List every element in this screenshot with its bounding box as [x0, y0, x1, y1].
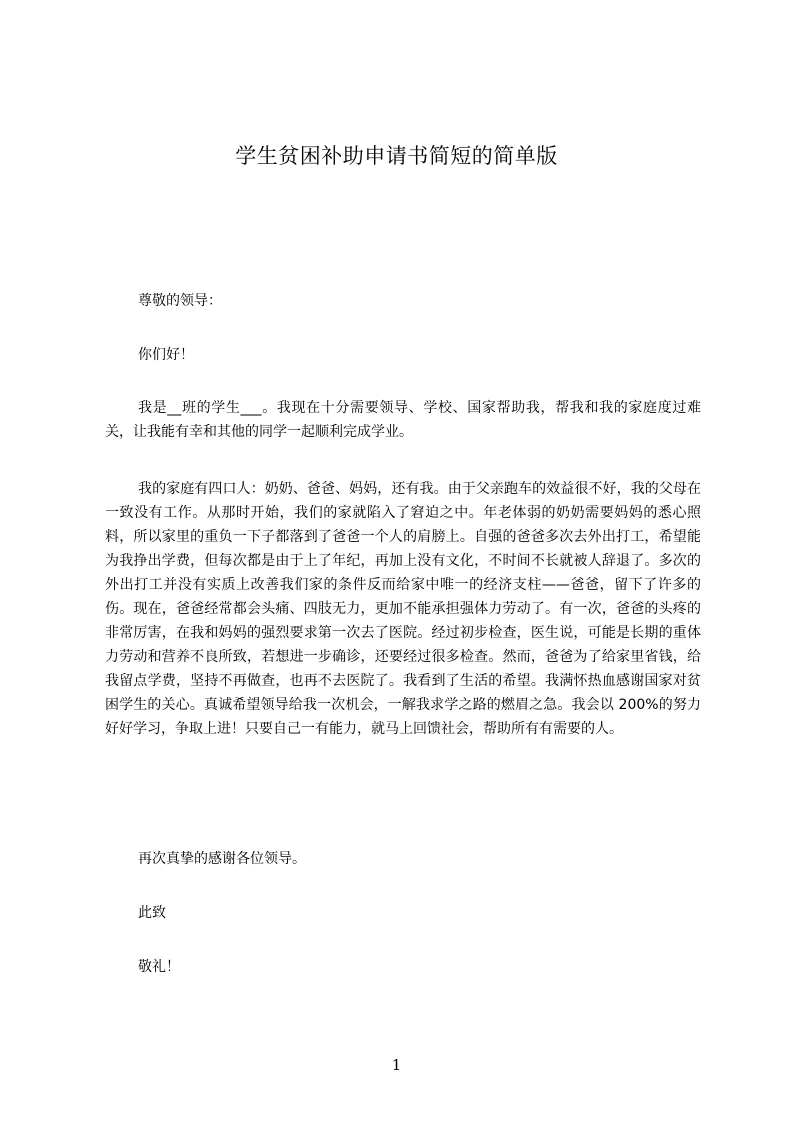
salutation: 尊敬的领导： [138, 293, 222, 309]
document-title: 学生贫困补助申请书简短的简单版 [235, 144, 558, 168]
body-paragraph: 我的家庭有四口人：奶奶、爸爸、妈妈，还有我。由于父亲跑车的效益很不好，我的父母在一致没有工作。从那时开始，我们的家就陷入了窘迫之中。年老体弱的奶奶需要妈妈的悉心照料，所以家里的重负一下子都落到了爸爸一个人的肩膀上。自强的爸爸多次去外出打工，希望能为我挣出学费，但每次都是由于上了年纪，再加上没有文化，不时间不长就被人辞退了。多次的外出打工并没有实质上改善我们家的条件反而给家中唯一的经济支柱——爸爸，留下了许多的伤。现在，爸爸经常都会头痛、四肢无力，更加不能承担强体力劳动了。有一次，爸爸的头疼的非常厉害，在我和妈妈的强烈要求第一次去了医院。经过初步检查，医生说，可能是长期的重体力劳动和营养不良所致，若想进一步确诊，还要经过很多检查。然而，爸爸为了给家里省钱，给我留点学费，坚持不再做查，也再不去医院了。我看到了生活的希望。我满怀热血感谢国家对贫困学生的关心。真诚希望领导给我一次机会，一解我求学之路的燃眉之急。我会以 200%的努力好好学习，争取上进！只要自己一有能力，就马上回馈社会，帮助所有有需要的人。 [105, 481, 701, 737]
intro-paragraph: 我是__班的学生___。我现在十分需要领导、学校、国家帮助我，帮我和我的家庭度过难关，让我能有幸和其他的同学一起顺利完成学业。 [105, 400, 701, 440]
closing-jingli: 敬礼！ [138, 959, 180, 975]
page-number: 1 [391, 1056, 402, 1074]
thanks-paragraph: 再次真挚的感谢各位领导。 [138, 851, 306, 867]
closing-cizhi: 此致 [138, 905, 166, 921]
greeting: 你们好！ [138, 347, 194, 363]
